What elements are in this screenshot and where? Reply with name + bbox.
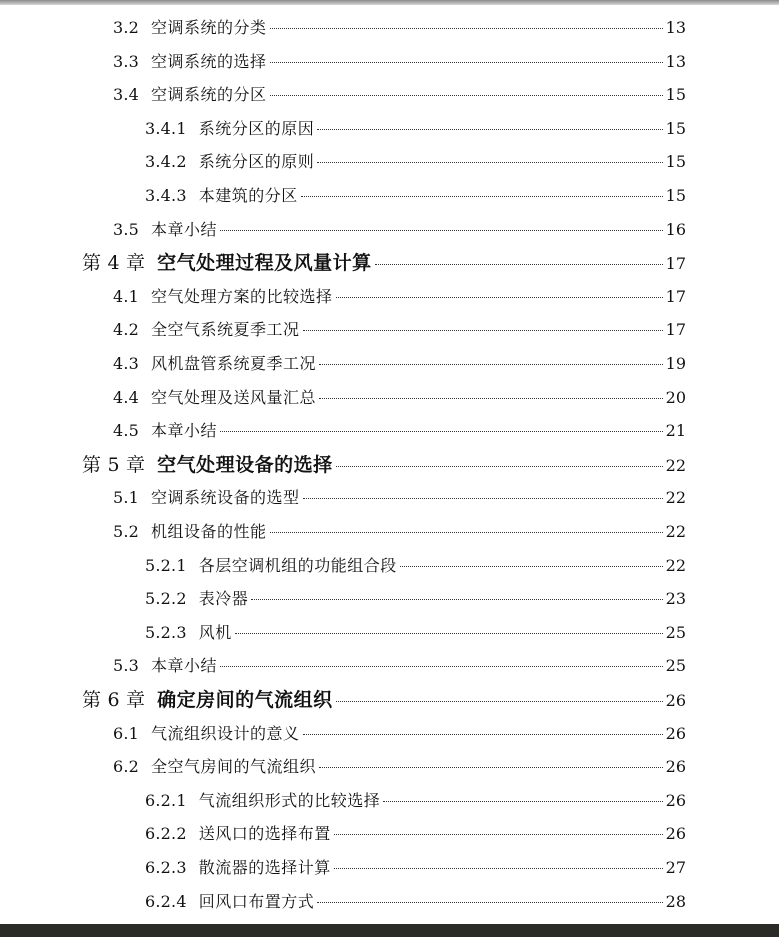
dot-leader: [235, 633, 663, 634]
toc-entry-page: 15: [665, 186, 686, 205]
toc-entry-number: 3.4.3: [145, 186, 187, 205]
toc-entry-number: 5.3: [113, 656, 140, 676]
dot-leader: [319, 398, 663, 399]
toc-entry-number: 6.2.2: [145, 824, 187, 844]
toc-entry-title: 机组设备的性能: [151, 522, 267, 541]
toc-chapter-entry[interactable]: [82, 450, 686, 480]
toc-entry[interactable]: [113, 752, 686, 782]
dot-leader: [303, 498, 663, 499]
dot-leader: [383, 801, 662, 802]
toc-entry-number: 5.2: [113, 522, 140, 541]
dot-leader: [336, 701, 663, 702]
toc-entry-page: 16: [665, 219, 686, 239]
toc-entry[interactable]: [145, 181, 686, 211]
toc-entry[interactable]: [113, 13, 686, 43]
toc-entry-title: 系统分区的原因: [198, 118, 315, 138]
toc-entry[interactable]: [113, 215, 686, 245]
toc-entry[interactable]: [145, 887, 686, 917]
dot-leader: [375, 264, 663, 265]
toc-entry-number: 3.2: [113, 18, 140, 37]
toc-entry-number: 4.1: [113, 286, 140, 306]
toc-entry-title: 本章小结: [151, 219, 218, 239]
toc-entry-page: 22: [665, 488, 686, 508]
toc-entry-title: 风机盘管系统夏季工况: [151, 354, 317, 373]
dot-leader: [303, 734, 663, 735]
toc-entry-page: 17: [665, 254, 686, 274]
toc-entry-page: 15: [665, 118, 686, 138]
toc-entry-number: 第 5 章: [82, 453, 146, 476]
page-top-edge: [0, 0, 779, 5]
toc-entry-page: 27: [665, 858, 686, 877]
toc-entry-title: 全空气系统夏季工况: [151, 320, 300, 340]
toc-entry-page: 25: [665, 622, 686, 642]
toc-entry-number: 6.2: [113, 757, 140, 777]
toc-entry-page: 26: [665, 824, 686, 844]
toc-entry-title: 空气处理方案的比较选择: [151, 286, 333, 306]
toc-entry[interactable]: [113, 483, 686, 513]
dot-leader: [400, 566, 663, 567]
toc-entry-page: 13: [665, 18, 686, 37]
toc-entry-number: 6.2.4: [145, 891, 187, 911]
toc-entry[interactable]: [145, 551, 686, 581]
toc-entry-title: 空气处理及送风量汇总: [151, 387, 317, 407]
dot-leader: [303, 330, 663, 331]
toc-entry-page: 17: [665, 320, 686, 340]
toc-entry-title: 表冷器: [198, 589, 249, 609]
toc-entry[interactable]: [113, 651, 686, 681]
toc-entry-number: 6.2.3: [145, 858, 187, 877]
toc-entry-page: 26: [665, 723, 686, 743]
toc-entry-page: 21: [665, 421, 686, 441]
dot-leader: [319, 767, 663, 768]
toc-entry[interactable]: [145, 147, 686, 177]
dot-leader: [270, 62, 663, 63]
toc-entry-number: 4.3: [113, 354, 140, 373]
toc-entry-title: 空调系统设备的选型: [151, 488, 300, 508]
toc-entry[interactable]: [145, 584, 686, 614]
dot-leader: [317, 902, 662, 903]
toc-entry-title: 全空气房间的气流组织: [151, 757, 317, 777]
dot-leader: [270, 95, 663, 96]
dot-leader: [220, 431, 663, 432]
toc-entry-page: 20: [665, 387, 686, 407]
toc-entry-title: 回风口布置方式: [198, 891, 315, 911]
dot-leader: [317, 162, 662, 163]
toc-entry-number: 5.1: [113, 488, 140, 508]
toc-entry-page: 25: [665, 656, 686, 676]
toc-entry-title: 气流组织设计的意义: [151, 723, 300, 743]
toc-entry[interactable]: [113, 80, 686, 110]
toc-entry-page: 22: [665, 555, 686, 575]
toc-entry-number: 3.3: [113, 51, 140, 71]
toc-entry-page: 22: [665, 455, 686, 475]
toc-entry-title: 确定房间的气流组织: [157, 689, 333, 711]
toc-entry-title: 空调系统的分区: [151, 85, 267, 105]
toc-entry-number: 3.4.2: [145, 152, 187, 172]
toc-entry[interactable]: [113, 47, 686, 77]
toc-entry-page: 17: [665, 286, 686, 306]
dot-leader: [319, 364, 663, 365]
dot-leader: [301, 196, 663, 197]
toc-entry-page: 15: [665, 85, 686, 105]
dot-leader: [336, 466, 663, 467]
dot-leader: [270, 28, 663, 29]
toc-entry-number: 4.2: [113, 320, 140, 340]
dot-leader: [317, 129, 662, 130]
toc-entry-title: 气流组织形式的比较选择: [198, 790, 381, 810]
toc-entry[interactable]: [145, 618, 686, 648]
toc-entry-title: 送风口的选择布置: [198, 824, 331, 844]
dot-leader: [334, 868, 663, 869]
viewer-bottom-bar: [0, 924, 779, 937]
toc-entry-page: 26: [665, 691, 686, 710]
toc-entry-title: 散流器的选择计算: [198, 858, 331, 877]
toc-entry-title: 空气处理过程及风量计算: [157, 252, 372, 275]
toc-entry-number: 5.2.2: [145, 589, 187, 609]
toc-entry-title: 本章小结: [151, 656, 218, 676]
toc-entry-title: 空调系统的分类: [151, 18, 267, 37]
dot-leader: [251, 599, 662, 600]
toc-entry[interactable]: [113, 282, 686, 312]
toc-entry-page: 19: [665, 354, 686, 373]
dot-leader: [220, 230, 663, 231]
toc-entry-title: 系统分区的原则: [198, 152, 315, 172]
toc-entry[interactable]: [113, 719, 686, 749]
toc-entry[interactable]: [145, 114, 686, 144]
toc-entry-number: 3.4.1: [145, 118, 187, 138]
toc-entry-title: 空气处理设备的选择: [157, 453, 333, 476]
toc-entry-page: 23: [665, 589, 686, 609]
toc-entry[interactable]: [113, 517, 686, 547]
toc-entry[interactable]: [145, 786, 686, 816]
toc-entry-number: 5.2.1: [145, 555, 187, 575]
toc-entry-title: 风机: [198, 622, 232, 642]
toc-entry-title: 本建筑的分区: [198, 186, 298, 205]
toc-entry-title: 各层空调机组的功能组合段: [198, 555, 397, 575]
toc-entry-number: 3.5: [113, 219, 140, 239]
toc-entry-page: 15: [665, 152, 686, 172]
toc-entry-page: 13: [665, 51, 686, 71]
dot-leader: [270, 532, 663, 533]
toc-entry[interactable]: [113, 315, 686, 345]
toc-entry-title: 本章小结: [151, 421, 218, 441]
toc-entry[interactable]: [113, 416, 686, 446]
toc-entry-page: 22: [665, 522, 686, 541]
dot-leader: [336, 297, 663, 298]
dot-leader: [334, 834, 663, 835]
toc-entry[interactable]: [145, 819, 686, 849]
toc-entry[interactable]: [113, 349, 686, 379]
toc-entry-page: 26: [665, 790, 686, 810]
toc-chapter-entry[interactable]: [82, 248, 686, 278]
toc-entry-number: 3.4: [113, 85, 140, 105]
toc-entry-number: 5.2.3: [145, 622, 187, 642]
toc-entry-number: 4.5: [113, 421, 140, 441]
toc-entry-page: 28: [665, 891, 686, 911]
toc-entry[interactable]: [145, 853, 686, 883]
toc-entry-number: 6.2.1: [145, 790, 187, 810]
toc-entry-title: 空调系统的选择: [151, 51, 267, 71]
toc-entry-number: 第 6 章: [82, 689, 146, 711]
dot-leader: [220, 666, 663, 667]
toc-entry-number: 4.4: [113, 387, 140, 407]
toc-entry-number: 第 4 章: [82, 252, 146, 275]
toc-chapter-entry[interactable]: [82, 685, 686, 715]
toc-entry-number: 6.1: [113, 723, 140, 743]
toc-entry[interactable]: [113, 383, 686, 413]
toc-entry-page: 26: [665, 757, 686, 777]
